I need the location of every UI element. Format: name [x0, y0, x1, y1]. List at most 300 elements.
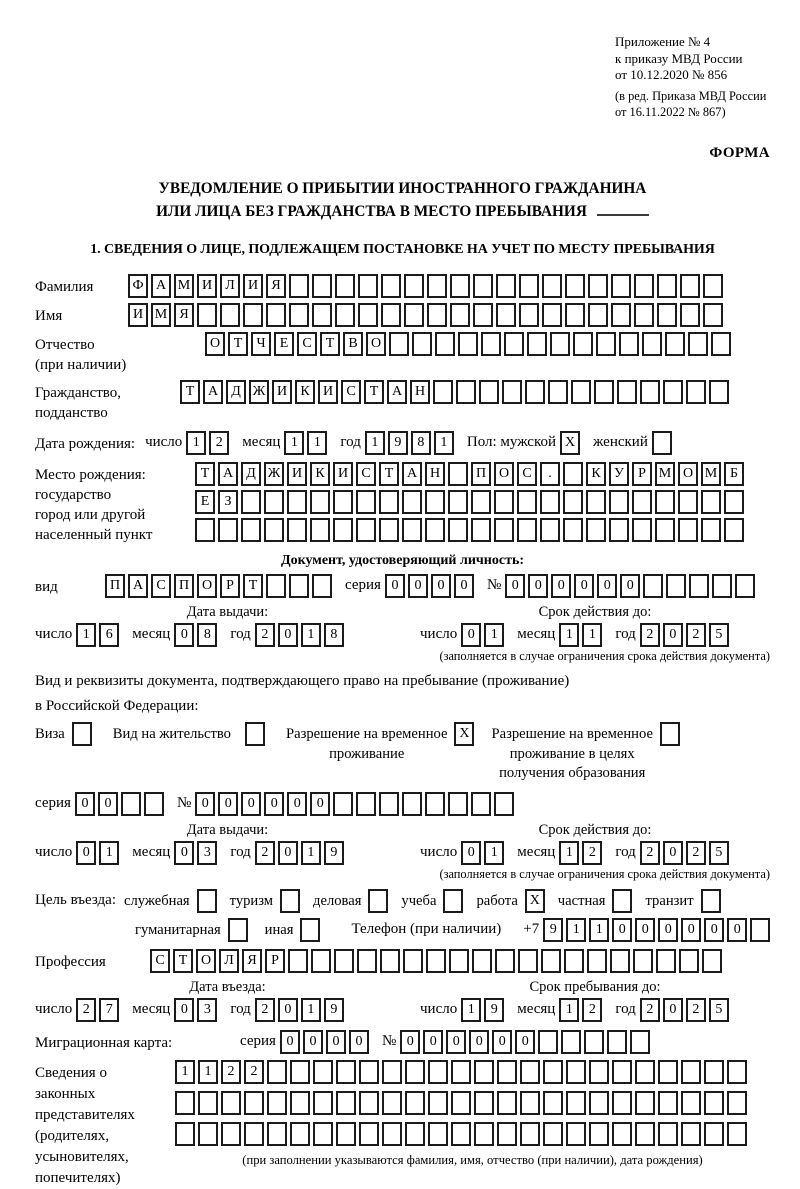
char-cell[interactable] — [448, 490, 468, 514]
char-cell[interactable] — [703, 274, 723, 298]
char-cell[interactable]: Т — [173, 949, 193, 973]
char-cell[interactable]: 2 — [582, 998, 602, 1022]
char-cell[interactable] — [494, 518, 514, 542]
char-cell[interactable]: 0 — [461, 841, 481, 865]
char-cell[interactable] — [550, 332, 570, 356]
char-cell[interactable] — [680, 274, 700, 298]
char-cell[interactable]: 2 — [244, 1060, 264, 1084]
char-cell[interactable]: С — [150, 949, 170, 973]
char-cell[interactable] — [267, 1122, 287, 1146]
char-cell[interactable] — [632, 518, 652, 542]
char-cell[interactable] — [310, 490, 330, 514]
valid-day-cells[interactable] — [461, 623, 507, 647]
char-cell[interactable]: А — [203, 380, 223, 404]
char-cell[interactable]: 7 — [99, 998, 119, 1022]
issue-year-cells[interactable] — [255, 841, 347, 865]
issue-month-cells[interactable] — [174, 623, 220, 647]
char-cell[interactable]: Ж — [264, 462, 284, 486]
char-cell[interactable] — [266, 303, 286, 327]
char-cell[interactable] — [451, 1091, 471, 1115]
char-cell[interactable]: Т — [320, 332, 340, 356]
char-cell[interactable] — [527, 332, 547, 356]
char-cell[interactable]: О — [494, 462, 514, 486]
char-cell[interactable]: 0 — [218, 792, 238, 816]
char-cell[interactable]: Я — [266, 274, 286, 298]
char-cell[interactable]: 5 — [709, 841, 729, 865]
char-cell[interactable] — [655, 490, 675, 514]
char-cell[interactable]: Я — [242, 949, 262, 973]
char-cell[interactable]: 2 — [255, 998, 275, 1022]
birth-month-cells[interactable] — [284, 431, 330, 455]
char-cell[interactable] — [517, 490, 537, 514]
char-cell[interactable] — [678, 518, 698, 542]
char-cell[interactable] — [617, 380, 637, 404]
char-cell[interactable]: 0 — [423, 1030, 443, 1054]
char-cell[interactable] — [144, 792, 164, 816]
char-cell[interactable] — [449, 949, 469, 973]
char-cell[interactable] — [175, 1122, 195, 1146]
char-cell[interactable]: 1 — [566, 918, 586, 942]
char-cell[interactable] — [518, 949, 538, 973]
char-cell[interactable] — [428, 1122, 448, 1146]
char-cell[interactable] — [542, 303, 562, 327]
char-cell[interactable]: 1 — [175, 1060, 195, 1084]
char-cell[interactable] — [450, 274, 470, 298]
char-cell[interactable]: 2 — [640, 841, 660, 865]
char-cell[interactable] — [389, 332, 409, 356]
char-cell[interactable] — [404, 303, 424, 327]
char-cell[interactable] — [724, 490, 744, 514]
char-cell[interactable]: М — [655, 462, 675, 486]
char-cell[interactable] — [494, 792, 514, 816]
sex-female-checkbox[interactable] — [652, 431, 675, 455]
char-cell[interactable] — [336, 1060, 356, 1084]
entry-month-cells[interactable] — [174, 998, 220, 1022]
char-cell[interactable]: 0 — [454, 574, 474, 598]
char-cell[interactable] — [680, 303, 700, 327]
char-cell[interactable]: А — [218, 462, 238, 486]
char-cell[interactable]: 2 — [255, 623, 275, 647]
char-cell[interactable] — [313, 1060, 333, 1084]
char-cell[interactable] — [633, 949, 653, 973]
char-cell[interactable]: А — [387, 380, 407, 404]
char-cell[interactable] — [451, 1060, 471, 1084]
char-cell[interactable]: 1 — [365, 431, 385, 455]
char-cell[interactable]: З — [218, 490, 238, 514]
char-cell[interactable] — [681, 1060, 701, 1084]
char-cell[interactable] — [335, 274, 355, 298]
char-cell[interactable] — [402, 490, 422, 514]
char-cell[interactable] — [359, 1060, 379, 1084]
char-cell[interactable]: X — [560, 431, 580, 455]
char-cell[interactable] — [525, 380, 545, 404]
char-cell[interactable] — [565, 274, 585, 298]
char-cell[interactable] — [472, 949, 492, 973]
char-cell[interactable] — [711, 332, 731, 356]
char-cell[interactable]: К — [310, 462, 330, 486]
char-cell[interactable]: 0 — [303, 1030, 323, 1054]
char-cell[interactable] — [356, 518, 376, 542]
char-cell[interactable] — [197, 889, 217, 913]
purpose-study-checkbox[interactable] — [443, 889, 466, 913]
char-cell[interactable]: 2 — [686, 841, 706, 865]
char-cell[interactable]: 0 — [280, 1030, 300, 1054]
char-cell[interactable] — [584, 1030, 604, 1054]
char-cell[interactable]: 0 — [469, 1030, 489, 1054]
char-cell[interactable]: Р — [265, 949, 285, 973]
char-cell[interactable]: К — [586, 462, 606, 486]
char-cell[interactable]: 0 — [349, 1030, 369, 1054]
char-cell[interactable]: Л — [220, 274, 240, 298]
sex-male-checkbox[interactable] — [560, 431, 583, 455]
char-cell[interactable]: 0 — [241, 792, 261, 816]
char-cell[interactable] — [634, 303, 654, 327]
char-cell[interactable]: Н — [410, 380, 430, 404]
char-cell[interactable] — [520, 1091, 540, 1115]
char-cell[interactable] — [586, 490, 606, 514]
char-cell[interactable] — [542, 274, 562, 298]
char-cell[interactable] — [471, 490, 491, 514]
char-cell[interactable] — [566, 1091, 586, 1115]
valid-month-cells[interactable] — [559, 623, 605, 647]
char-cell[interactable] — [589, 1091, 609, 1115]
char-cell[interactable] — [589, 1122, 609, 1146]
char-cell[interactable] — [635, 1122, 655, 1146]
char-cell[interactable]: 1 — [186, 431, 206, 455]
char-cell[interactable] — [561, 1030, 581, 1054]
purpose-official-checkbox[interactable] — [197, 889, 220, 913]
char-cell[interactable]: Т — [243, 574, 263, 598]
char-cell[interactable] — [289, 274, 309, 298]
char-cell[interactable] — [496, 274, 516, 298]
char-cell[interactable] — [405, 1091, 425, 1115]
char-cell[interactable] — [450, 303, 470, 327]
char-cell[interactable]: X — [454, 722, 474, 746]
char-cell[interactable]: 0 — [174, 998, 194, 1022]
char-cell[interactable]: 1 — [301, 841, 321, 865]
char-cell[interactable]: 0 — [75, 792, 95, 816]
doc-number-cells[interactable] — [505, 574, 758, 598]
char-cell[interactable] — [404, 274, 424, 298]
char-cell[interactable] — [313, 1091, 333, 1115]
purpose-tourism-checkbox[interactable] — [280, 889, 303, 913]
char-cell[interactable] — [566, 1060, 586, 1084]
issue-month-cells[interactable] — [174, 841, 220, 865]
char-cell[interactable]: 0 — [174, 841, 194, 865]
char-cell[interactable] — [656, 949, 676, 973]
char-cell[interactable] — [497, 1091, 517, 1115]
char-cell[interactable] — [520, 1122, 540, 1146]
char-cell[interactable]: С — [517, 462, 537, 486]
char-cell[interactable] — [596, 332, 616, 356]
issue-day-cells[interactable] — [76, 623, 122, 647]
migration-series-cells[interactable] — [280, 1030, 372, 1054]
char-cell[interactable] — [704, 1122, 724, 1146]
legal-reps-cells-row2[interactable] — [175, 1091, 770, 1115]
char-cell[interactable] — [611, 303, 631, 327]
char-cell[interactable]: 0 — [551, 574, 571, 598]
char-cell[interactable] — [72, 722, 92, 746]
char-cell[interactable] — [289, 574, 309, 598]
char-cell[interactable]: 0 — [278, 623, 298, 647]
char-cell[interactable]: 0 — [681, 918, 701, 942]
stay-day-cells[interactable] — [461, 998, 507, 1022]
purpose-transit-checkbox[interactable] — [701, 889, 724, 913]
given-name-cells[interactable] — [128, 303, 726, 327]
char-cell[interactable] — [612, 889, 632, 913]
profession-cells[interactable] — [150, 949, 725, 973]
char-cell[interactable]: Ч — [251, 332, 271, 356]
char-cell[interactable] — [403, 949, 423, 973]
char-cell[interactable] — [336, 1091, 356, 1115]
char-cell[interactable]: 1 — [559, 841, 579, 865]
char-cell[interactable] — [264, 490, 284, 514]
char-cell[interactable]: 0 — [612, 918, 632, 942]
char-cell[interactable] — [381, 274, 401, 298]
char-cell[interactable] — [519, 303, 539, 327]
char-cell[interactable] — [425, 518, 445, 542]
char-cell[interactable] — [540, 490, 560, 514]
char-cell[interactable] — [290, 1122, 310, 1146]
char-cell[interactable] — [678, 490, 698, 514]
char-cell[interactable]: X — [525, 889, 545, 913]
temp-permit-checkbox[interactable] — [454, 722, 477, 746]
char-cell[interactable] — [433, 380, 453, 404]
char-cell[interactable] — [481, 332, 501, 356]
char-cell[interactable]: 1 — [99, 841, 119, 865]
char-cell[interactable] — [609, 518, 629, 542]
char-cell[interactable] — [458, 332, 478, 356]
char-cell[interactable]: 1 — [434, 431, 454, 455]
char-cell[interactable] — [427, 274, 447, 298]
char-cell[interactable] — [681, 1122, 701, 1146]
char-cell[interactable]: 1 — [559, 998, 579, 1022]
char-cell[interactable]: Р — [632, 462, 652, 486]
char-cell[interactable] — [312, 574, 332, 598]
char-cell[interactable] — [686, 380, 706, 404]
char-cell[interactable] — [287, 490, 307, 514]
char-cell[interactable]: 2 — [640, 998, 660, 1022]
char-cell[interactable] — [496, 303, 516, 327]
char-cell[interactable] — [218, 518, 238, 542]
patronymic-cells[interactable] — [205, 332, 734, 356]
char-cell[interactable]: 0 — [431, 574, 451, 598]
char-cell[interactable] — [311, 949, 331, 973]
char-cell[interactable]: И — [318, 380, 338, 404]
char-cell[interactable]: 0 — [663, 998, 683, 1022]
char-cell[interactable] — [198, 1091, 218, 1115]
char-cell[interactable] — [701, 889, 721, 913]
char-cell[interactable]: Т — [180, 380, 200, 404]
char-cell[interactable] — [333, 518, 353, 542]
char-cell[interactable] — [241, 490, 261, 514]
char-cell[interactable]: О — [196, 949, 216, 973]
char-cell[interactable]: Т — [364, 380, 384, 404]
char-cell[interactable]: 1 — [198, 1060, 218, 1084]
char-cell[interactable] — [382, 1091, 402, 1115]
char-cell[interactable] — [727, 1060, 747, 1084]
char-cell[interactable]: Е — [274, 332, 294, 356]
char-cell[interactable]: 0 — [663, 841, 683, 865]
char-cell[interactable]: 0 — [635, 918, 655, 942]
char-cell[interactable]: А — [402, 462, 422, 486]
char-cell[interactable] — [709, 380, 729, 404]
char-cell[interactable] — [589, 1060, 609, 1084]
char-cell[interactable] — [425, 490, 445, 514]
char-cell[interactable] — [689, 574, 709, 598]
char-cell[interactable] — [564, 949, 584, 973]
char-cell[interactable] — [428, 1091, 448, 1115]
char-cell[interactable] — [679, 949, 699, 973]
char-cell[interactable] — [266, 574, 286, 598]
char-cell[interactable] — [221, 1122, 241, 1146]
char-cell[interactable]: Р — [220, 574, 240, 598]
char-cell[interactable] — [121, 792, 141, 816]
char-cell[interactable]: С — [341, 380, 361, 404]
char-cell[interactable]: Т — [195, 462, 215, 486]
char-cell[interactable] — [456, 380, 476, 404]
char-cell[interactable] — [448, 462, 468, 486]
char-cell[interactable] — [504, 332, 524, 356]
char-cell[interactable] — [563, 490, 583, 514]
char-cell[interactable]: 0 — [76, 841, 96, 865]
char-cell[interactable] — [359, 1122, 379, 1146]
char-cell[interactable]: П — [105, 574, 125, 598]
char-cell[interactable] — [300, 918, 320, 942]
surname-cells[interactable] — [128, 274, 726, 298]
char-cell[interactable] — [663, 380, 683, 404]
char-cell[interactable] — [494, 490, 514, 514]
char-cell[interactable]: 1 — [582, 623, 602, 647]
char-cell[interactable]: Я — [174, 303, 194, 327]
char-cell[interactable]: У — [609, 462, 629, 486]
char-cell[interactable] — [612, 1060, 632, 1084]
char-cell[interactable] — [175, 1091, 195, 1115]
char-cell[interactable] — [471, 518, 491, 542]
char-cell[interactable]: К — [295, 380, 315, 404]
char-cell[interactable]: 0 — [515, 1030, 535, 1054]
char-cell[interactable]: 3 — [197, 841, 217, 865]
visa-checkbox[interactable] — [72, 722, 95, 746]
valid-year-cells[interactable] — [640, 841, 732, 865]
char-cell[interactable] — [405, 1060, 425, 1084]
char-cell[interactable]: 0 — [195, 792, 215, 816]
char-cell[interactable]: 0 — [505, 574, 525, 598]
char-cell[interactable]: 0 — [597, 574, 617, 598]
char-cell[interactable]: 5 — [709, 998, 729, 1022]
char-cell[interactable] — [665, 332, 685, 356]
char-cell[interactable] — [635, 1091, 655, 1115]
issue-year-cells[interactable] — [255, 623, 347, 647]
char-cell[interactable] — [543, 1091, 563, 1115]
char-cell[interactable] — [288, 949, 308, 973]
char-cell[interactable] — [657, 303, 677, 327]
char-cell[interactable] — [652, 431, 672, 455]
char-cell[interactable]: 8 — [324, 623, 344, 647]
char-cell[interactable] — [335, 303, 355, 327]
char-cell[interactable] — [497, 1060, 517, 1084]
char-cell[interactable] — [264, 518, 284, 542]
char-cell[interactable] — [474, 1122, 494, 1146]
valid-month-cells[interactable] — [559, 841, 605, 865]
legal-reps-cells-row1[interactable] — [175, 1060, 770, 1084]
char-cell[interactable] — [473, 303, 493, 327]
doc-type-cells[interactable] — [105, 574, 335, 598]
birth-day-cells[interactable] — [186, 431, 232, 455]
char-cell[interactable] — [228, 918, 248, 942]
char-cell[interactable] — [479, 380, 499, 404]
char-cell[interactable]: Л — [219, 949, 239, 973]
char-cell[interactable] — [356, 792, 376, 816]
char-cell[interactable] — [588, 303, 608, 327]
char-cell[interactable] — [634, 274, 654, 298]
char-cell[interactable]: И — [197, 274, 217, 298]
char-cell[interactable] — [658, 1060, 678, 1084]
char-cell[interactable]: 2 — [686, 623, 706, 647]
residence-number-cells[interactable] — [195, 792, 517, 816]
char-cell[interactable] — [245, 722, 265, 746]
char-cell[interactable]: 0 — [727, 918, 747, 942]
char-cell[interactable] — [474, 1091, 494, 1115]
char-cell[interactable]: Т — [379, 462, 399, 486]
char-cell[interactable] — [635, 1060, 655, 1084]
char-cell[interactable] — [586, 518, 606, 542]
char-cell[interactable]: 0 — [385, 574, 405, 598]
char-cell[interactable]: 2 — [255, 841, 275, 865]
char-cell[interactable] — [312, 303, 332, 327]
char-cell[interactable] — [543, 1060, 563, 1084]
char-cell[interactable]: 0 — [400, 1030, 420, 1054]
migration-number-cells[interactable] — [400, 1030, 653, 1054]
char-cell[interactable] — [571, 380, 591, 404]
char-cell[interactable]: Ж — [249, 380, 269, 404]
char-cell[interactable]: О — [366, 332, 386, 356]
char-cell[interactable]: И — [243, 274, 263, 298]
char-cell[interactable] — [358, 303, 378, 327]
char-cell[interactable] — [666, 574, 686, 598]
char-cell[interactable] — [655, 518, 675, 542]
char-cell[interactable] — [594, 380, 614, 404]
temp-permit-edu-checkbox[interactable] — [660, 722, 683, 746]
entry-year-cells[interactable] — [255, 998, 347, 1022]
char-cell[interactable] — [474, 1060, 494, 1084]
char-cell[interactable]: 2 — [221, 1060, 241, 1084]
char-cell[interactable] — [220, 303, 240, 327]
char-cell[interactable]: М — [151, 303, 171, 327]
char-cell[interactable]: 0 — [310, 792, 330, 816]
char-cell[interactable] — [435, 332, 455, 356]
char-cell[interactable]: Н — [425, 462, 445, 486]
char-cell[interactable] — [607, 1030, 627, 1054]
char-cell[interactable] — [267, 1091, 287, 1115]
char-cell[interactable] — [609, 490, 629, 514]
char-cell[interactable] — [379, 518, 399, 542]
char-cell[interactable]: 1 — [559, 623, 579, 647]
stay-year-cells[interactable] — [640, 998, 732, 1022]
char-cell[interactable] — [704, 1091, 724, 1115]
char-cell[interactable]: 1 — [284, 431, 304, 455]
char-cell[interactable] — [588, 274, 608, 298]
char-cell[interactable] — [517, 518, 537, 542]
char-cell[interactable]: Ф — [128, 274, 148, 298]
char-cell[interactable]: С — [356, 462, 376, 486]
purpose-private-checkbox[interactable] — [612, 889, 635, 913]
char-cell[interactable]: П — [174, 574, 194, 598]
char-cell[interactable]: В — [343, 332, 363, 356]
char-cell[interactable] — [313, 1122, 333, 1146]
char-cell[interactable]: 9 — [388, 431, 408, 455]
char-cell[interactable] — [380, 949, 400, 973]
